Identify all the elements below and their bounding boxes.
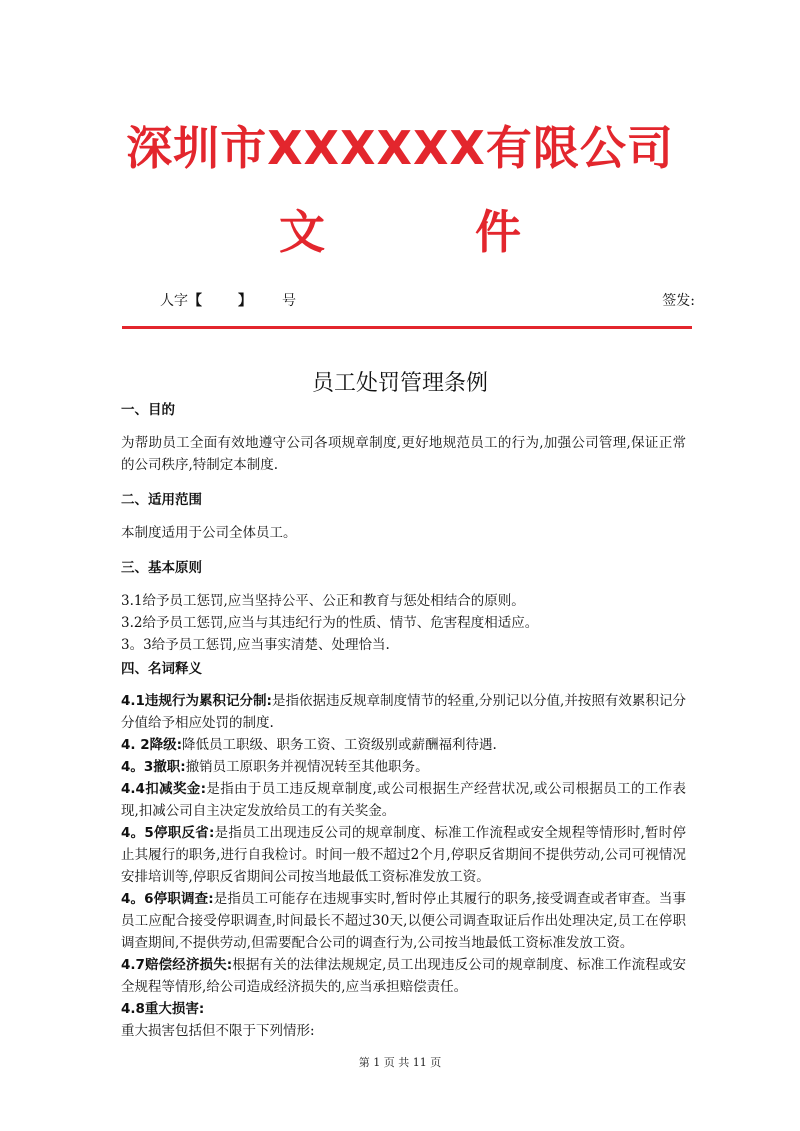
document-type-char-2: 件	[475, 205, 521, 259]
bracket-open: 【	[188, 293, 202, 309]
definition-item	[121, 778, 686, 822]
company-name: 深圳市XXXXXX有限公司	[126, 121, 674, 175]
definition-text: 降低员工职级、职务工资、工资级别或薪酬福利待遇.	[182, 737, 497, 753]
list-item: 3.2给予员工惩罚,应当与其违纪行为的性质、情节、危害程度相适应。	[121, 615, 539, 631]
document-number	[160, 290, 296, 310]
definition-term: 4.4扣减奖金:	[121, 781, 207, 797]
definition-item	[121, 756, 686, 778]
definition-item	[121, 888, 686, 954]
document-type-char-1: 文	[279, 205, 325, 259]
definition-item	[121, 954, 686, 998]
document-title: 员工处罚管理条例	[311, 371, 488, 396]
page-footer: 第 1 页 共 11 页	[358, 1056, 442, 1069]
section-heading: 四、名词释义	[121, 661, 202, 677]
document-number-row	[160, 290, 695, 312]
definition-text: 是指员工出现违反公司的规章制度、标准工作流程或安全规程等情形时,暂时停止其履行的职务,进行自我检讨。时间一般不超过2个月,停职反省期间不提供劳动,公司可视情况安排培训等,停职反省期间公司按当地最低工资标准发放工资。	[121, 825, 686, 885]
definition-text: 撤销员工原职务并视情况转至其他职务。	[185, 759, 429, 775]
definition-text: 是指由于员工违反规章制度,或公司根据生产经营状况,或公司根据员工的工作表现,扣减公司自主决定发放给员工的有关奖金。	[121, 781, 686, 819]
section-heading: 二、适用范围	[121, 492, 202, 508]
section-heading: 一、目的	[121, 402, 175, 418]
definition-term: 4。6停职调查:	[121, 891, 214, 907]
document-type-heading	[0, 196, 800, 262]
definition-text: 是指员工可能存在违规事实时,暂时停止其履行的职务,接受调查或者审查。当事员工应配合接受停职调查,时间最长不超过30天,以便公司调查取证后作出处理决定,员工在停职调查期间,不提供劳动,但需要配合公司的调查行为,公司按当地最低工资标准发放工资。	[121, 891, 686, 951]
doc-prefix: 人字	[160, 293, 188, 309]
definition-term: 4.8重大损害:	[121, 1001, 205, 1017]
definition-text: 是指依据违反规章制度情节的轻重,分别记以分值,并按照有效累积记分分值给予相应处罚的制度.	[121, 693, 686, 731]
definition-term: 4. 2降级:	[121, 737, 183, 753]
header-divider	[122, 326, 692, 329]
section-text: 本制度适用于公司全体员工。	[121, 525, 297, 541]
list-item: 3。3给予员工惩罚,应当事实清楚、处理恰当.	[121, 637, 390, 653]
bracket-close: 】	[238, 293, 252, 309]
list-item: 3.1给予员工惩罚,应当坚持公平、公正和教育与惩处相结合的原则。	[121, 593, 525, 609]
section-heading: 三、基本原则	[121, 560, 202, 576]
definition-item	[121, 734, 686, 756]
doc-hao: 号	[282, 293, 296, 309]
definition-text: 根据有关的法律法规规定,员工出现违反公司的规章制度、标准工作流程或安全规程等情形,给公司造成经济损失的,应当承担赔偿责任。	[121, 957, 686, 995]
definition-term: 4。5停职反省:	[121, 825, 215, 841]
section-text: 为帮助员工全面有效地遵守公司各项规章制度,更好地规范员工的行为,加强公司管理,保证正常的公司秩序,特制定本制度.	[121, 435, 686, 473]
signer-label: 签发:	[662, 293, 695, 309]
document-body	[121, 400, 686, 1042]
section-text: 重大损害包括但不限于下列情形:	[121, 1023, 315, 1039]
definition-item	[121, 690, 686, 734]
definition-item	[121, 822, 686, 888]
definition-term: 4。3撤职:	[121, 759, 186, 775]
definition-term: 4.7赔偿经济损失:	[121, 957, 233, 973]
definition-item	[121, 998, 686, 1020]
definition-term: 4.1违规行为累积记分制:	[121, 693, 272, 709]
